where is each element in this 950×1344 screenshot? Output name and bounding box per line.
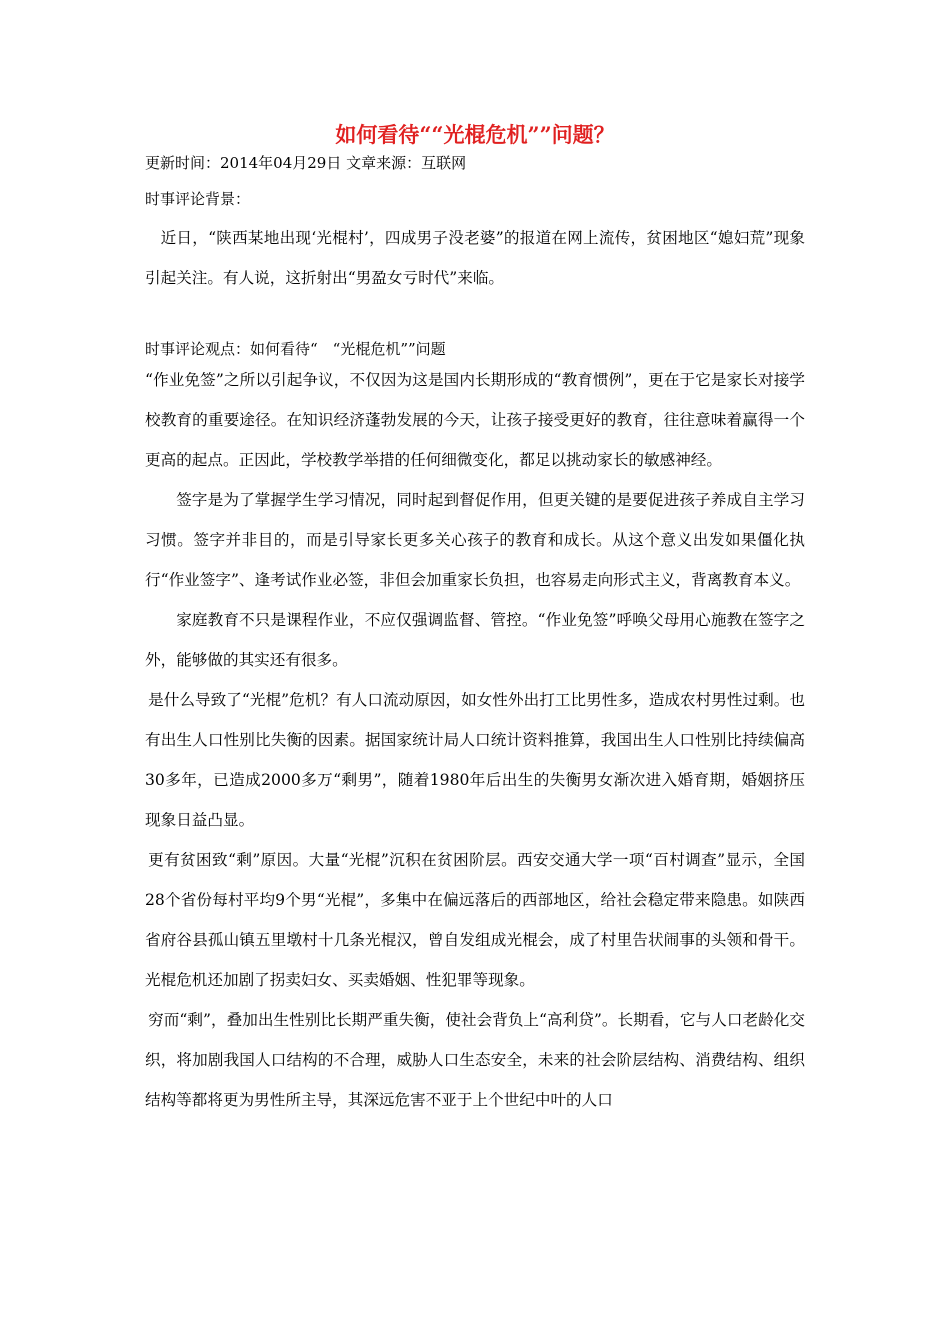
paragraph: 签字是为了掌握学生学习情况，同时起到督促作用，但更关键的是要促进孩子养成自主学习习惯。签字并非目的，而是引导家长更多关心孩子的教育和成长。从这个意义出发如果僵化执行“作业签字”、逢考试作业必签，非但会加重家长负担，也容易走向形式主义，背离教育本义。 bbox=[145, 491, 805, 589]
background-text: 近日，“陕西某地出现‘光棍村’，四成男子没老婆”的报道在网上流传，贫困地区“媳妇荒”现象引起关注。有人说，这折射出“男盈女亏时代”来临。 bbox=[145, 229, 805, 287]
section-gap bbox=[145, 298, 805, 338]
document-page bbox=[145, 118, 805, 1120]
viewpoint-label: 时事评论观点：如何看待“ “光棍危机””问题 bbox=[145, 340, 446, 358]
paragraph: “作业免签”之所以引起争议，不仅因为这是国内长期形成的“教育惯例”，更在于它是家长对接学校教育的重要途径。在知识经济蓬勃发展的今天，让孩子接受更好的教育，往往意味着赢得一个更高的起点。正因此，学校教学举措的任何细微变化，都足以挑动家长的敏感神经。 bbox=[145, 371, 805, 469]
paragraph: 更有贫困致“剩”原因。大量“光棍”沉积在贫困阶层。西安交通大学一项“百村调查”显示，全国28个省份每村平均9个男“光棍”，多集中在偏远落后的西部地区，给社会稳定带来隐患。如陕西省府谷县孤山镇五里墩村十几条光棍汉，曾自发组成光棍会，成了村里告状闹事的头领和骨干。光棍危机还加剧了拐卖妇女、买卖婚姻、性犯罪等现象。 bbox=[145, 851, 805, 989]
background-label: 时事评论背景： bbox=[145, 190, 251, 208]
document-meta: 更新时间：2014年04月29日 文章来源：互联网 bbox=[145, 154, 467, 172]
paragraph: 是什么导致了“光棍”危机？有人口流动原因，如女性外出打工比男性多，造成农村男性过剩。也有出生人口性别比失衡的因素。据国家统计局人口统计资料推算，我国出生人口性别比持续偏高30多年，已造成2000多万“剩男”，随着1980年后出生的失衡男女渐次进入婚育期，婚姻挤压现象日益凸显。 bbox=[145, 691, 805, 829]
paragraph: 家庭教育不只是课程作业，不应仅强调监督、管控。“作业免签”呼唤父母用心施教在签字之外，能够做的其实还有很多。 bbox=[145, 611, 805, 669]
document-title: 如何看待““光棍危机””问题？ bbox=[335, 122, 615, 147]
paragraph: 穷而“剩”，叠加出生性别比长期严重失衡，使社会背负上“高利贷”。长期看，它与人口老龄化交织，将加剧我国人口结构的不合理，威胁人口生态安全，未来的社会阶层结构、消费结构、组织结构等都将更为男性所主导，其深远危害不亚于上个世纪中叶的人口 bbox=[145, 1011, 805, 1109]
